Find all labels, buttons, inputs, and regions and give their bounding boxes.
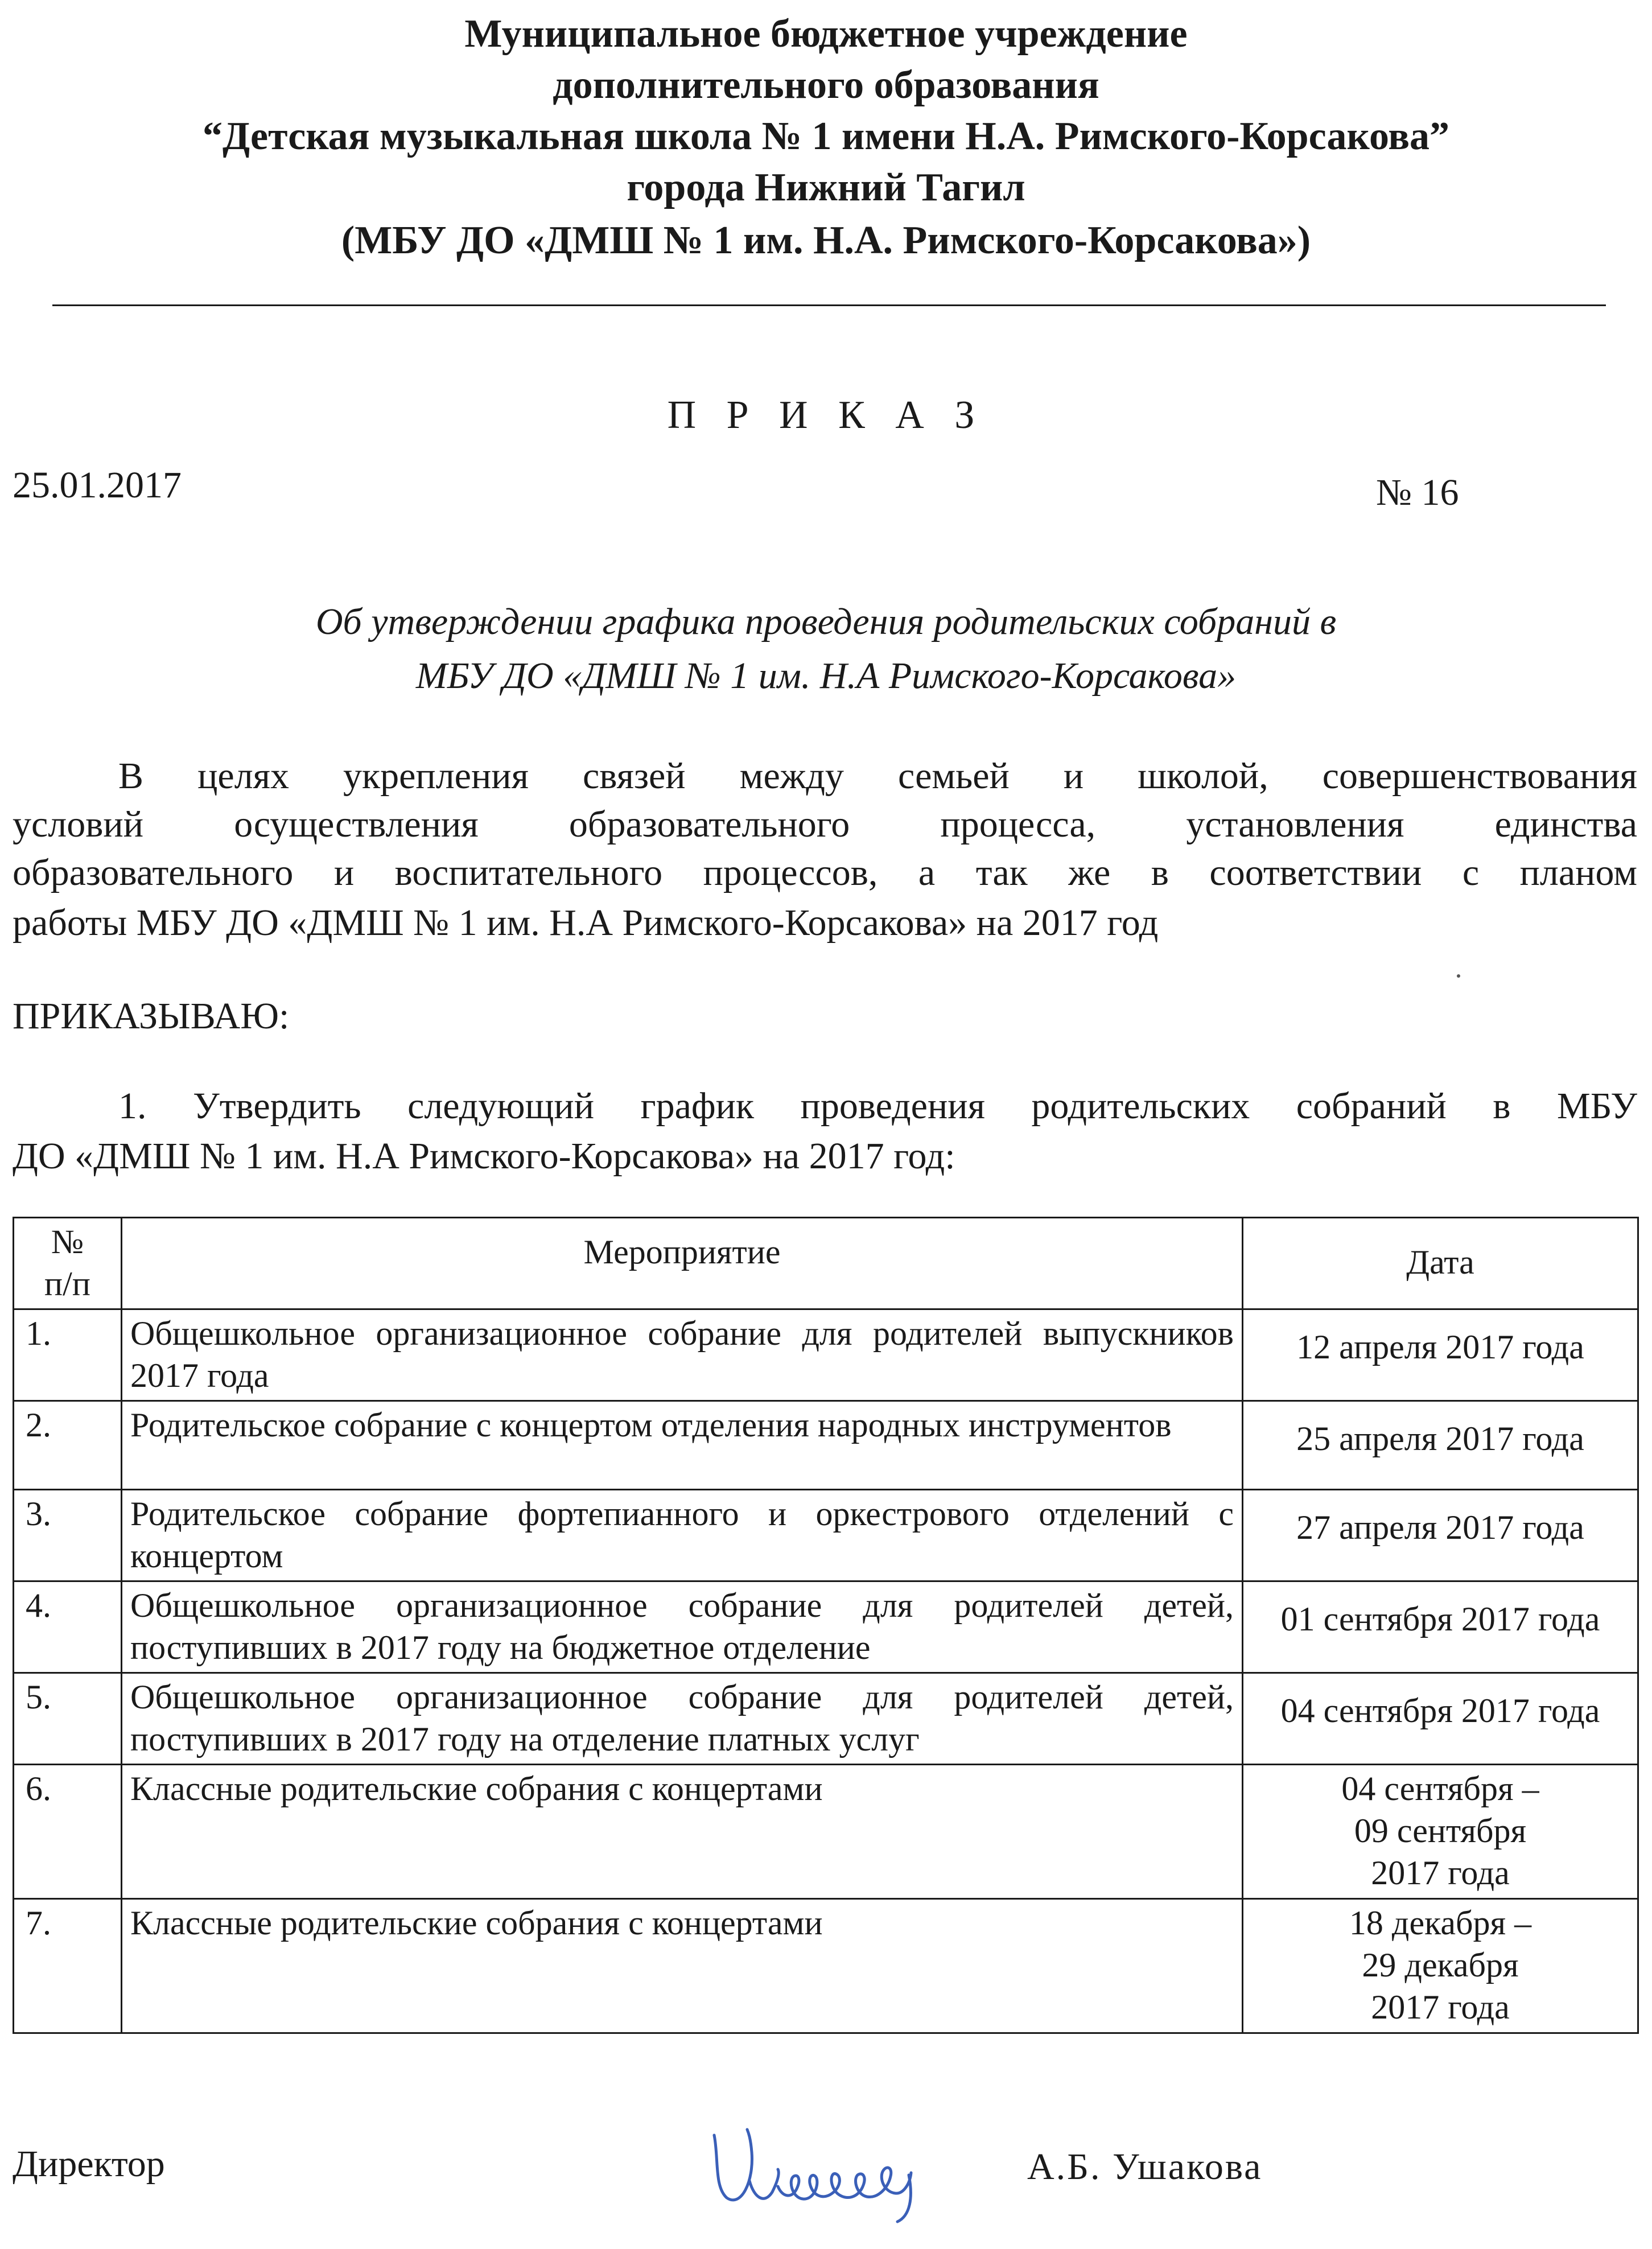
row-date: 12 апреля 2017 года xyxy=(1243,1309,1638,1401)
preamble-line-3: образовательного и воспитательного процессов, а так же в соответствии с планом xyxy=(13,852,1637,893)
order-number: № 16 xyxy=(1376,472,1459,513)
header-num xyxy=(14,1218,122,1309)
row-event: Общешкольное организационное собрание для родителей выпускников 2017 года xyxy=(122,1309,1243,1401)
header-line-3: “Детская музыкальная школа № 1 имени Н.А. Римского-Корсакова” xyxy=(202,114,1450,158)
subject-line-1: Об утверждении графика проведения родительских собраний в xyxy=(315,601,1337,642)
row-date-line-2: 29 декабря xyxy=(1362,1946,1519,1984)
row-number: 5. xyxy=(14,1673,122,1765)
header-date: Дата xyxy=(1243,1218,1638,1309)
schedule-table xyxy=(13,1217,1639,2034)
preamble-line-1: В целях укрепления связей между семьей и школой, совершенствования xyxy=(118,755,1637,797)
row-number: 1. xyxy=(14,1309,122,1401)
table-row xyxy=(14,1490,1638,1581)
table-header-row xyxy=(14,1218,1638,1309)
row-date: 04 сентября 2017 года xyxy=(1243,1673,1638,1765)
row-number: 2. xyxy=(14,1401,122,1490)
header-line-4: города Нижний Тагил xyxy=(627,166,1025,209)
order-directive: ПРИКАЗЫВАЮ: xyxy=(13,995,290,1037)
row-date-line-2: 09 сентября xyxy=(1354,1812,1527,1850)
row-number: 4. xyxy=(14,1581,122,1673)
preamble-line-2: условий осуществления образовательного процесса, установления единства xyxy=(13,804,1637,845)
preamble-line-4: работы МБУ ДО «ДМШ № 1 им. Н.А Римского-Корсакова» на 2017 год xyxy=(13,902,1159,944)
signatory-name: А.Б. Ушакова xyxy=(1027,2146,1263,2188)
row-event: Классные родительские собрания с концертами xyxy=(122,1899,1243,2033)
row-date: 01 сентября 2017 года xyxy=(1243,1581,1638,1673)
row-date-line-3: 2017 года xyxy=(1371,1854,1510,1892)
header-line-5: (МБУ ДО «ДМШ № 1 им. Н.А. Римского-Корсакова») xyxy=(341,219,1311,262)
table-row xyxy=(14,1899,1638,2033)
table-row xyxy=(14,1581,1638,1673)
row-date xyxy=(1243,1899,1638,2033)
row-date: 27 апреля 2017 года xyxy=(1243,1490,1638,1581)
table-row xyxy=(14,1673,1638,1765)
handwritten-signature xyxy=(697,2112,936,2226)
item1-line-1: 1. Утвердить следующий график проведения родительских собраний в МБУ xyxy=(118,1085,1637,1127)
row-date: 25 апреля 2017 года xyxy=(1243,1401,1638,1490)
header-line-1: Муниципальное бюджетное учреждение xyxy=(464,12,1188,56)
row-date xyxy=(1243,1765,1638,1899)
item1-line-2: ДО «ДМШ № 1 им. Н.А Римского-Корсакова» на 2017 год: xyxy=(13,1135,955,1177)
header-num-line-1: № xyxy=(51,1223,84,1261)
row-date-line-1: 04 сентября – xyxy=(1341,1770,1539,1807)
header-line-2: дополнительного образования xyxy=(553,63,1099,107)
header-divider xyxy=(52,304,1606,306)
row-number: 6. xyxy=(14,1765,122,1899)
row-number: 3. xyxy=(14,1490,122,1581)
scan-speck xyxy=(1457,974,1460,978)
header-event: Мероприятие xyxy=(122,1218,1243,1309)
row-date-line-3: 2017 года xyxy=(1371,1988,1510,2026)
document-type: П Р И К А З xyxy=(667,393,985,437)
table-row xyxy=(14,1401,1638,1490)
row-event: Общешкольное организационное собрание для родителей детей, поступивших в 2017 году на отделение платных услуг xyxy=(122,1673,1243,1765)
subject-line-2: МБУ ДО «ДМШ № 1 им. Н.А Римского-Корсакова» xyxy=(415,655,1237,697)
row-date-line-1: 18 декабря – xyxy=(1349,1904,1532,1942)
row-event: Родительское собрание фортепианного и оркестрового отделений с концертом xyxy=(122,1490,1243,1581)
order-date: 25.01.2017 xyxy=(13,464,182,506)
row-event: Родительское собрание с концертом отделения народных инструментов xyxy=(122,1401,1243,1490)
row-event: Общешкольное организационное собрание для родителей детей, поступивших в 2017 году на бюджетное отделение xyxy=(122,1581,1243,1673)
row-event: Классные родительские собрания с концертами xyxy=(122,1765,1243,1899)
signatory-title: Директор xyxy=(13,2143,165,2185)
header-num-line-2: п/п xyxy=(44,1265,90,1303)
table-row xyxy=(14,1765,1638,1899)
row-number: 7. xyxy=(14,1899,122,2033)
table-row xyxy=(14,1309,1638,1401)
